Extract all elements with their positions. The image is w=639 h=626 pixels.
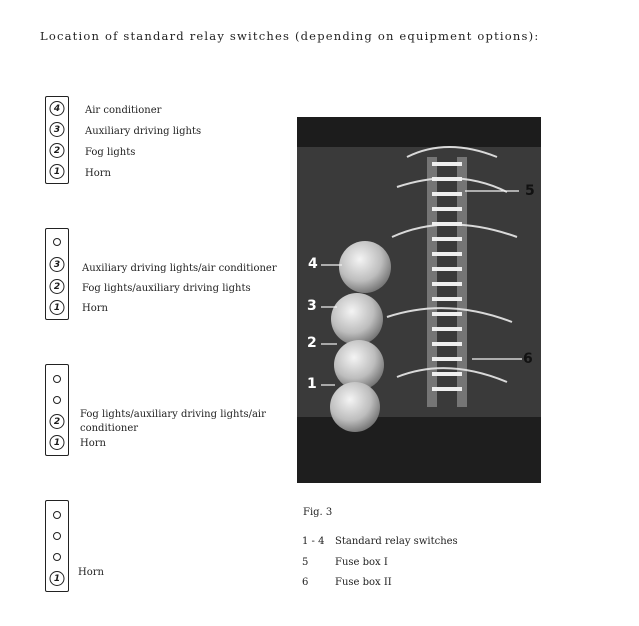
callout-3: 3 [307,298,317,314]
relay-slot-empty [53,532,61,540]
callout-5: 5 [525,183,535,199]
relay-slot-empty [53,396,61,404]
relay-slot-3: 3 [50,122,65,137]
page-heading: Location of standard relay switches (depending on equipment options): [40,29,540,43]
callout-4: 4 [308,256,318,272]
relay-label: Fog lights/auxiliary driving lights/air conditioner [80,409,266,434]
relay-label: Horn [78,567,104,578]
legend-key: 5 [302,557,309,568]
relay-slot-1: 1 [50,164,65,179]
relay-slot-2: 2 [50,279,65,294]
callout-1: 1 [307,376,317,392]
relay-slot-1: 1 [50,300,65,315]
relay-slot-1: 1 [50,571,65,586]
callout-6: 6 [523,351,533,367]
legend-text: Standard relay switches [335,536,458,547]
callout-2: 2 [307,335,317,351]
relay-slot-empty [53,375,61,383]
relay-label: Air conditioner [85,105,162,116]
relay-panel-diagram-3 [45,364,69,456]
relay-label: Horn [82,303,108,314]
figure-caption: Fig. 3 [303,507,333,518]
relay-label: Horn [85,168,111,179]
relay-label: Fog lights [85,147,136,158]
legend-text: Fuse box II [335,577,392,588]
relay-slot-2: 2 [50,143,65,158]
relay-fusebox-photo [297,117,541,483]
relay-slot-empty [53,511,61,519]
legend-text: Fuse box I [335,557,388,568]
relay-panel-diagram-2 [45,228,69,320]
relay-panel-diagram-4 [45,500,69,592]
relay-slot-empty [53,553,61,561]
relay-label: Horn [80,438,106,449]
relay-slot-empty [53,238,61,246]
legend-key: 6 [302,577,309,588]
photo-illustration [297,117,541,483]
relay-slot-2: 2 [50,414,65,429]
relay-label: Auxiliary driving lights [85,126,202,137]
relay-panel-diagram-1 [45,96,69,184]
relay-slot-3: 3 [50,257,65,272]
relay-label: Auxiliary driving lights/air conditioner [82,263,277,274]
legend-key: 1 - 4 [302,536,325,547]
relay-slot-1: 1 [50,435,65,450]
relay-slot-4: 4 [50,101,65,116]
relay-label: Fog lights/auxiliary driving lights [82,283,251,294]
